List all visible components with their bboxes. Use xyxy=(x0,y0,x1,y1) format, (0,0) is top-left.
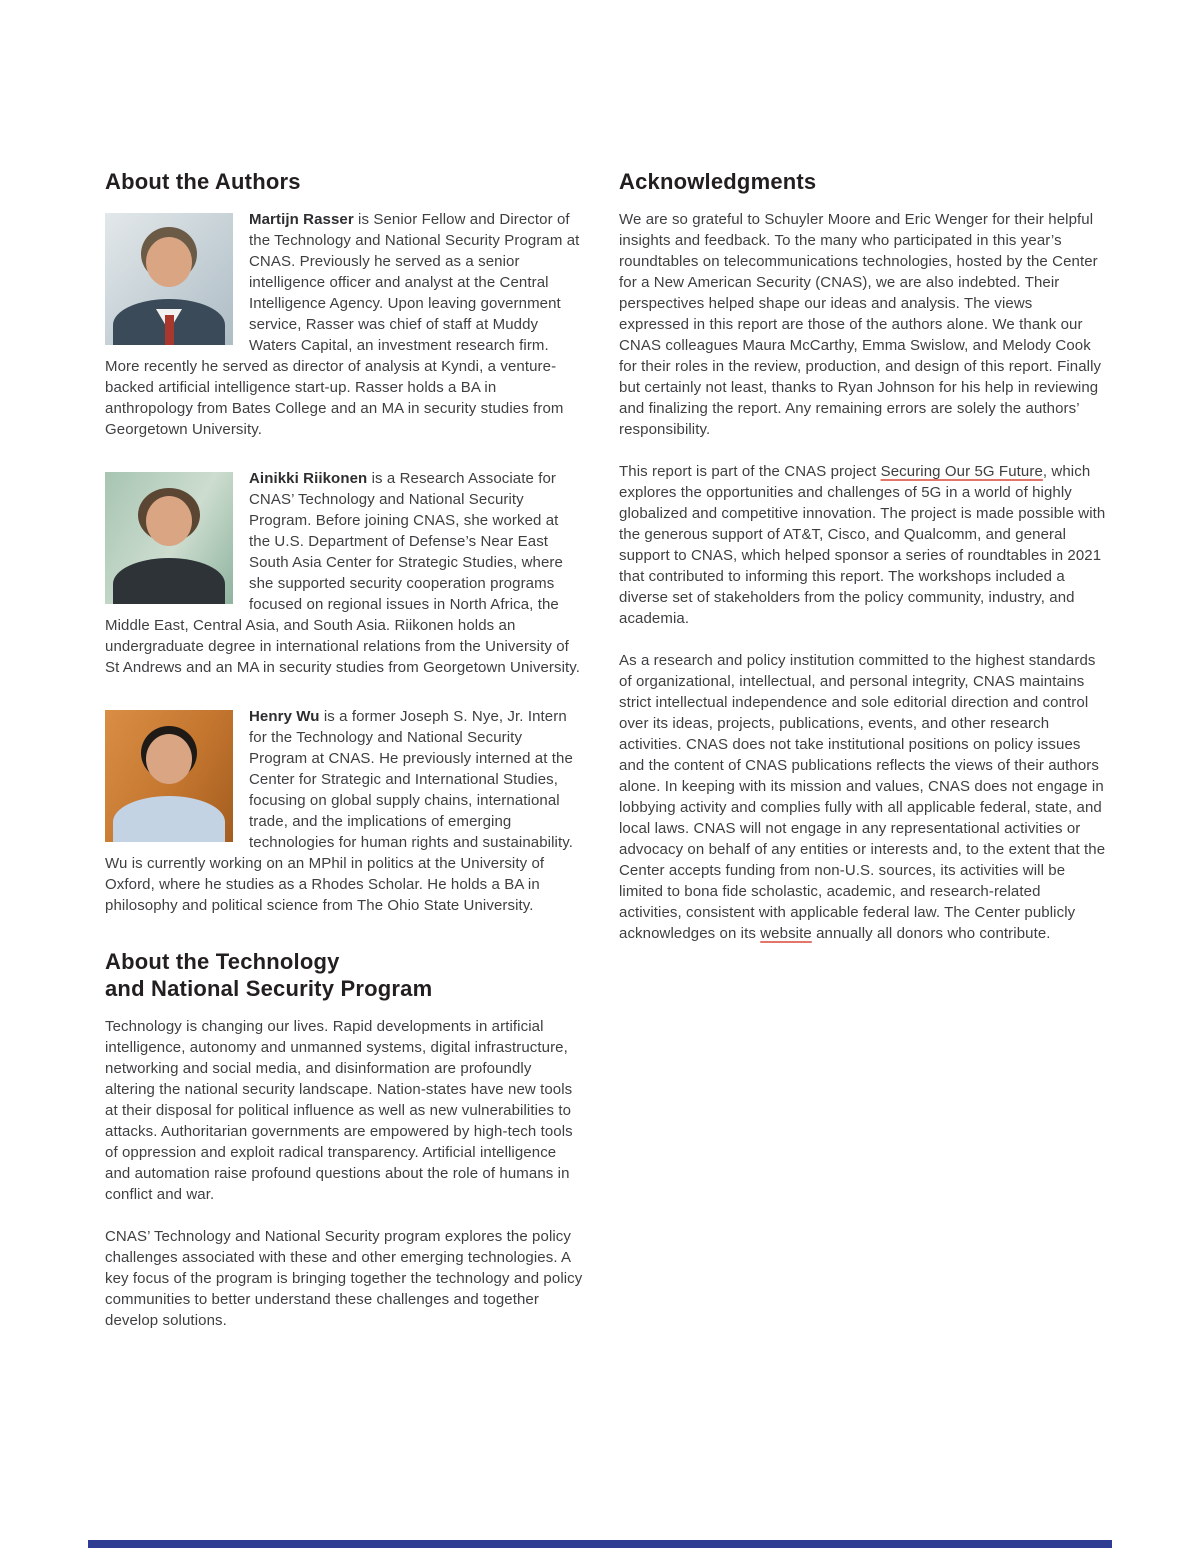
about-authors-heading: About the Authors xyxy=(105,169,301,194)
acknowledgments-paragraph-3 xyxy=(619,650,1106,944)
author-bio-body: is Senior Fellow and Director of the Technology and National Security Program at CNAS. Previously he served as a senior intelligence officer and analyst at the Central Intelligence Agency. Upon leaving government service, Rasser was chief of staff at Muddy Waters Capital, an investment research firm. More recently he served as director of analysis at Kyndi, a venture-backed artificial intelligence start-up. Rasser holds a BA in anthropology from Bates College and an MA in security studies from Georgetown University. xyxy=(105,211,580,438)
headshot-head-shape xyxy=(146,734,192,784)
paragraph-text: This report is part of the CNAS project xyxy=(619,463,881,480)
program-heading-line2: and National Security Program xyxy=(105,976,433,1001)
program-paragraph-1: Technology is changing our lives. Rapid developments in artificial intelligence, autonomy and unmanned systems, digital infrastructure, networking and social media, and disinformation are profoundly altering the national security landscape. Nation-states have new tools at their disposal for political influence as well as new vulnerabilities to attacks. Authoritarian governments are empowered by high-tech tools of oppression and exploit radical transparency. Artificial intelligence and automation raise profound questions about the role of humans in conflict and war. xyxy=(105,1018,573,1203)
left-column xyxy=(105,168,583,1352)
author-name: Ainikki Riikonen xyxy=(249,470,368,487)
author-bio-henry-wu xyxy=(105,706,583,916)
paragraph-text: , which explores the opportunities and challenges of 5G in a world of highly globalized and competitive innovation. The project is made possible with the generous support of AT&T, Cisco, and Qualcomm, and general support to CNAS, which helped sponsor a series of roundtables in 2021 that contributed to informing this report. The workshops included a diverse set of stakeholders from the policy community, industry, and academia. xyxy=(619,463,1106,627)
ainikki-riikonen-headshot xyxy=(105,472,233,604)
author-bio-body: is a former Joseph S. Nye, Jr. Intern for the Technology and National Security Program at CNAS. He previously interned at the Center for Strategic and International Studies, focusing on global supply chains, international trade, and the implications of emerging technologies for human rights and sustainability. Wu is currently working on an MPhil in politics at the University of Oxford, where he studies as a Rhodes Scholar. He holds a BA in philosophy and political science from The Ohio State University. xyxy=(105,708,573,914)
program-heading-line1: About the Technology xyxy=(105,949,340,974)
paragraph-text: As a research and policy institution committed to the highest standards of organizational, intellectual, and personal integrity, CNAS maintains strict intellectual independence and sole editorial direction and control over its ideas, projects, publications, events, and other research activities. CNAS does not take institutional positions on policy issues and the content of CNAS publications reflects the views of their authors alone. In keeping with its mission and values, CNAS does not engage in lobbying activity and complies fully with all applicable federal, state, and local laws. CNAS will not engage in any representational activities or advocacy on behalf of any entities or interests and, to the extent that the Center accepts funding from non-U.S. sources, its activities will be limited to bona fide scholastic, academic, and research-related activities, consistent with applicable federal law. The Center publicly acknowledges on its xyxy=(619,652,1106,942)
henry-wu-headshot xyxy=(105,710,233,842)
headshot-head-shape xyxy=(146,237,192,287)
right-column xyxy=(619,168,1106,1352)
acknowledgments-heading: Acknowledgments xyxy=(619,169,817,194)
author-bio-body: is a Research Associate for CNAS’ Technology and National Security Program. Before joining CNAS, she worked at the U.S. Department of Defense’s Near East South Asia Center for Strategic Studies, where she supported security cooperation programs focused on regional issues in North Africa, the Middle East, Central Asia, and South Asia. Riikonen holds an undergraduate degree in international relations from the University of St Andrews and an MA in security studies from Georgetown University. xyxy=(105,470,581,676)
headshot-head-shape xyxy=(146,496,192,546)
martijn-rasser-headshot xyxy=(105,213,233,345)
author-bio-martijn-rasser xyxy=(105,209,583,440)
author-bio-ainikki-riikonen xyxy=(105,468,583,678)
acknowledgments-paragraph-1: We are so grateful to Schuyler Moore and Eric Wenger for their helpful insights and feedback. To the many who participated in this year’s roundtables on telecommunications technologies, hosted by the Center for a New American Security (CNAS), we are also indebted. Their perspectives helped shape our ideas and analysis. The views expressed in this report are those of the authors alone. We thank our CNAS colleagues Maura McCarthy, Emma Swislow, and Melody Cook for their roles in the review, production, and design of this report. Finally but certainly not least, thanks to Ryan Johnson for his help in reviewing and finalizing the report. Any remaining errors are solely the authors’ responsibility. xyxy=(619,211,1102,438)
acknowledgments-paragraph-2 xyxy=(619,461,1106,629)
website-link[interactable]: website xyxy=(760,925,812,942)
footer-accent-bar xyxy=(88,1540,1112,1548)
securing-our-5g-future-link[interactable]: Securing Our 5G Future xyxy=(880,463,1043,480)
author-name: Martijn Rasser xyxy=(249,211,354,228)
program-heading xyxy=(105,948,583,1002)
headshot-tie-shape xyxy=(165,315,174,345)
author-name: Henry Wu xyxy=(249,708,320,725)
headshot-shoulders-shape xyxy=(113,558,225,604)
program-paragraph-2: CNAS’ Technology and National Security program explores the policy challenges associated with these and other emerging technologies. A key focus of the program is bringing together the technology and policy communities to better understand these challenges and together develop solutions. xyxy=(105,1228,583,1329)
paragraph-text: annually all donors who contribute. xyxy=(811,925,1051,942)
headshot-shoulders-shape xyxy=(113,796,225,842)
